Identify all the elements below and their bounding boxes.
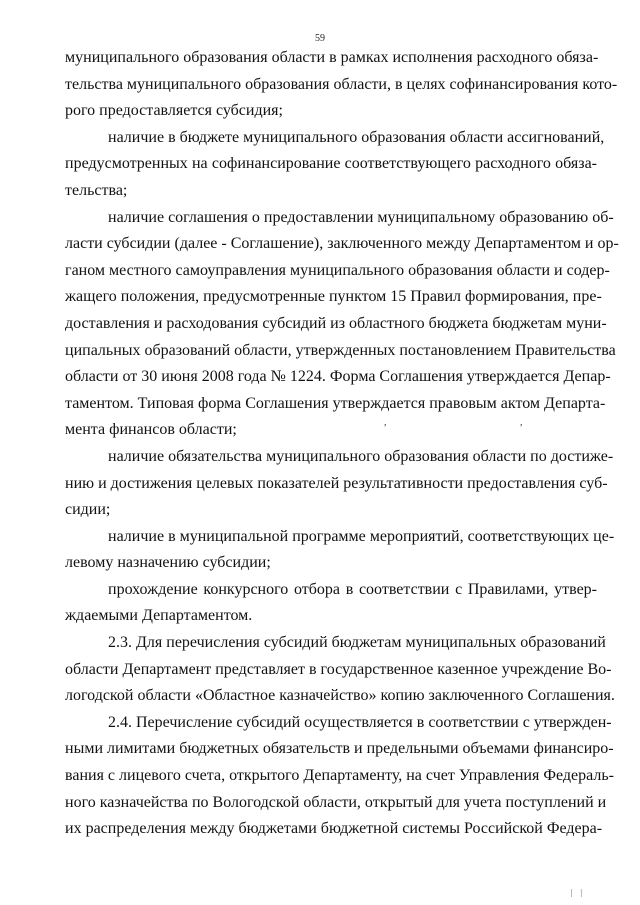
text-line: наличие в муниципальной программе мероприятий, соответствующих це- — [108, 527, 615, 545]
text-line: области от 30 июня 2008 года № 1224. Форма Соглашения утверждается Депар- — [65, 368, 611, 386]
text-line: 2.3. Для перечисления субсидий бюджетам муниципальных образований — [108, 634, 606, 652]
text-line: рого предоставляется субсидия; — [65, 102, 283, 120]
text-line: таментом. Типовая форма Соглашения утверждается правовым актом Департа- — [65, 394, 606, 412]
text-line: ного казначейства по Вологодской области, открытый для учета поступлений и — [65, 793, 607, 811]
text-line: их распределения между бюджетами бюджетной системы Российской Федера- — [65, 820, 603, 838]
text-line: жащего положения, предусмотренные пунктом 15 Правил формирования, пре- — [65, 288, 602, 306]
text-line: тельства муниципального образования области, в целях софинансирования кото- — [65, 75, 618, 93]
text-line: прохождение конкурсного отбора в соответствии с Правилами, утвер- — [108, 580, 597, 598]
text-line: ганом местного самоуправления муниципального образования области и содер- — [65, 261, 610, 279]
text-line: нию и достижения целевых показателей результативности предоставления суб- — [65, 474, 608, 492]
page-number: 59 — [315, 33, 325, 44]
scan-artifact: , — [384, 417, 387, 428]
text-line: ждаемыми Департаментом. — [65, 607, 253, 625]
text-line: ласти субсидии (далее - Соглашение), заключенного между Департаментом и ор- — [65, 235, 619, 253]
text-line: наличие соглашения о предоставлении муниципальному образованию об- — [108, 208, 614, 226]
text-line: наличие в бюджете муниципального образования области ассигнований, — [108, 128, 605, 146]
text-line: логодской области «Областное казначейство» копию заключенного Соглашения. — [65, 687, 615, 705]
text-line: вания с лицевого счета, открытого Департаменту, на счет Управления Федераль- — [65, 767, 614, 785]
footer-mark: | | — [570, 888, 585, 897]
scan-artifact: , — [520, 417, 523, 428]
text-line: мента финансов области; — [65, 421, 237, 439]
text-line: ципальных образований области, утвержденных постановлением Правительства — [65, 341, 616, 359]
text-line: 2.4. Перечисление субсидий осуществляется в соответствии с утвержден- — [108, 713, 612, 731]
text-line: ными лимитами бюджетных обязательств и предельными объемами финансиро- — [65, 740, 614, 758]
text-line: области Департамент представляет в государственное казенное учреждение Во- — [65, 660, 612, 678]
text-line: левому назначению субсидии; — [65, 554, 271, 572]
text-line: предусмотренных на софинансирование соответствующего расходного обяза- — [65, 155, 597, 173]
text-line: муниципального образования области в рамках исполнения расходного обяза- — [65, 49, 599, 66]
text-line: доставления и расходования субсидий из областного бюджета бюджетам муни- — [65, 314, 607, 332]
text-line: сидии; — [65, 501, 111, 519]
document-body — [65, 45, 619, 843]
text-line: наличие обязательства муниципального образования области по достиже- — [108, 447, 614, 465]
text-line: тельства; — [65, 181, 128, 199]
